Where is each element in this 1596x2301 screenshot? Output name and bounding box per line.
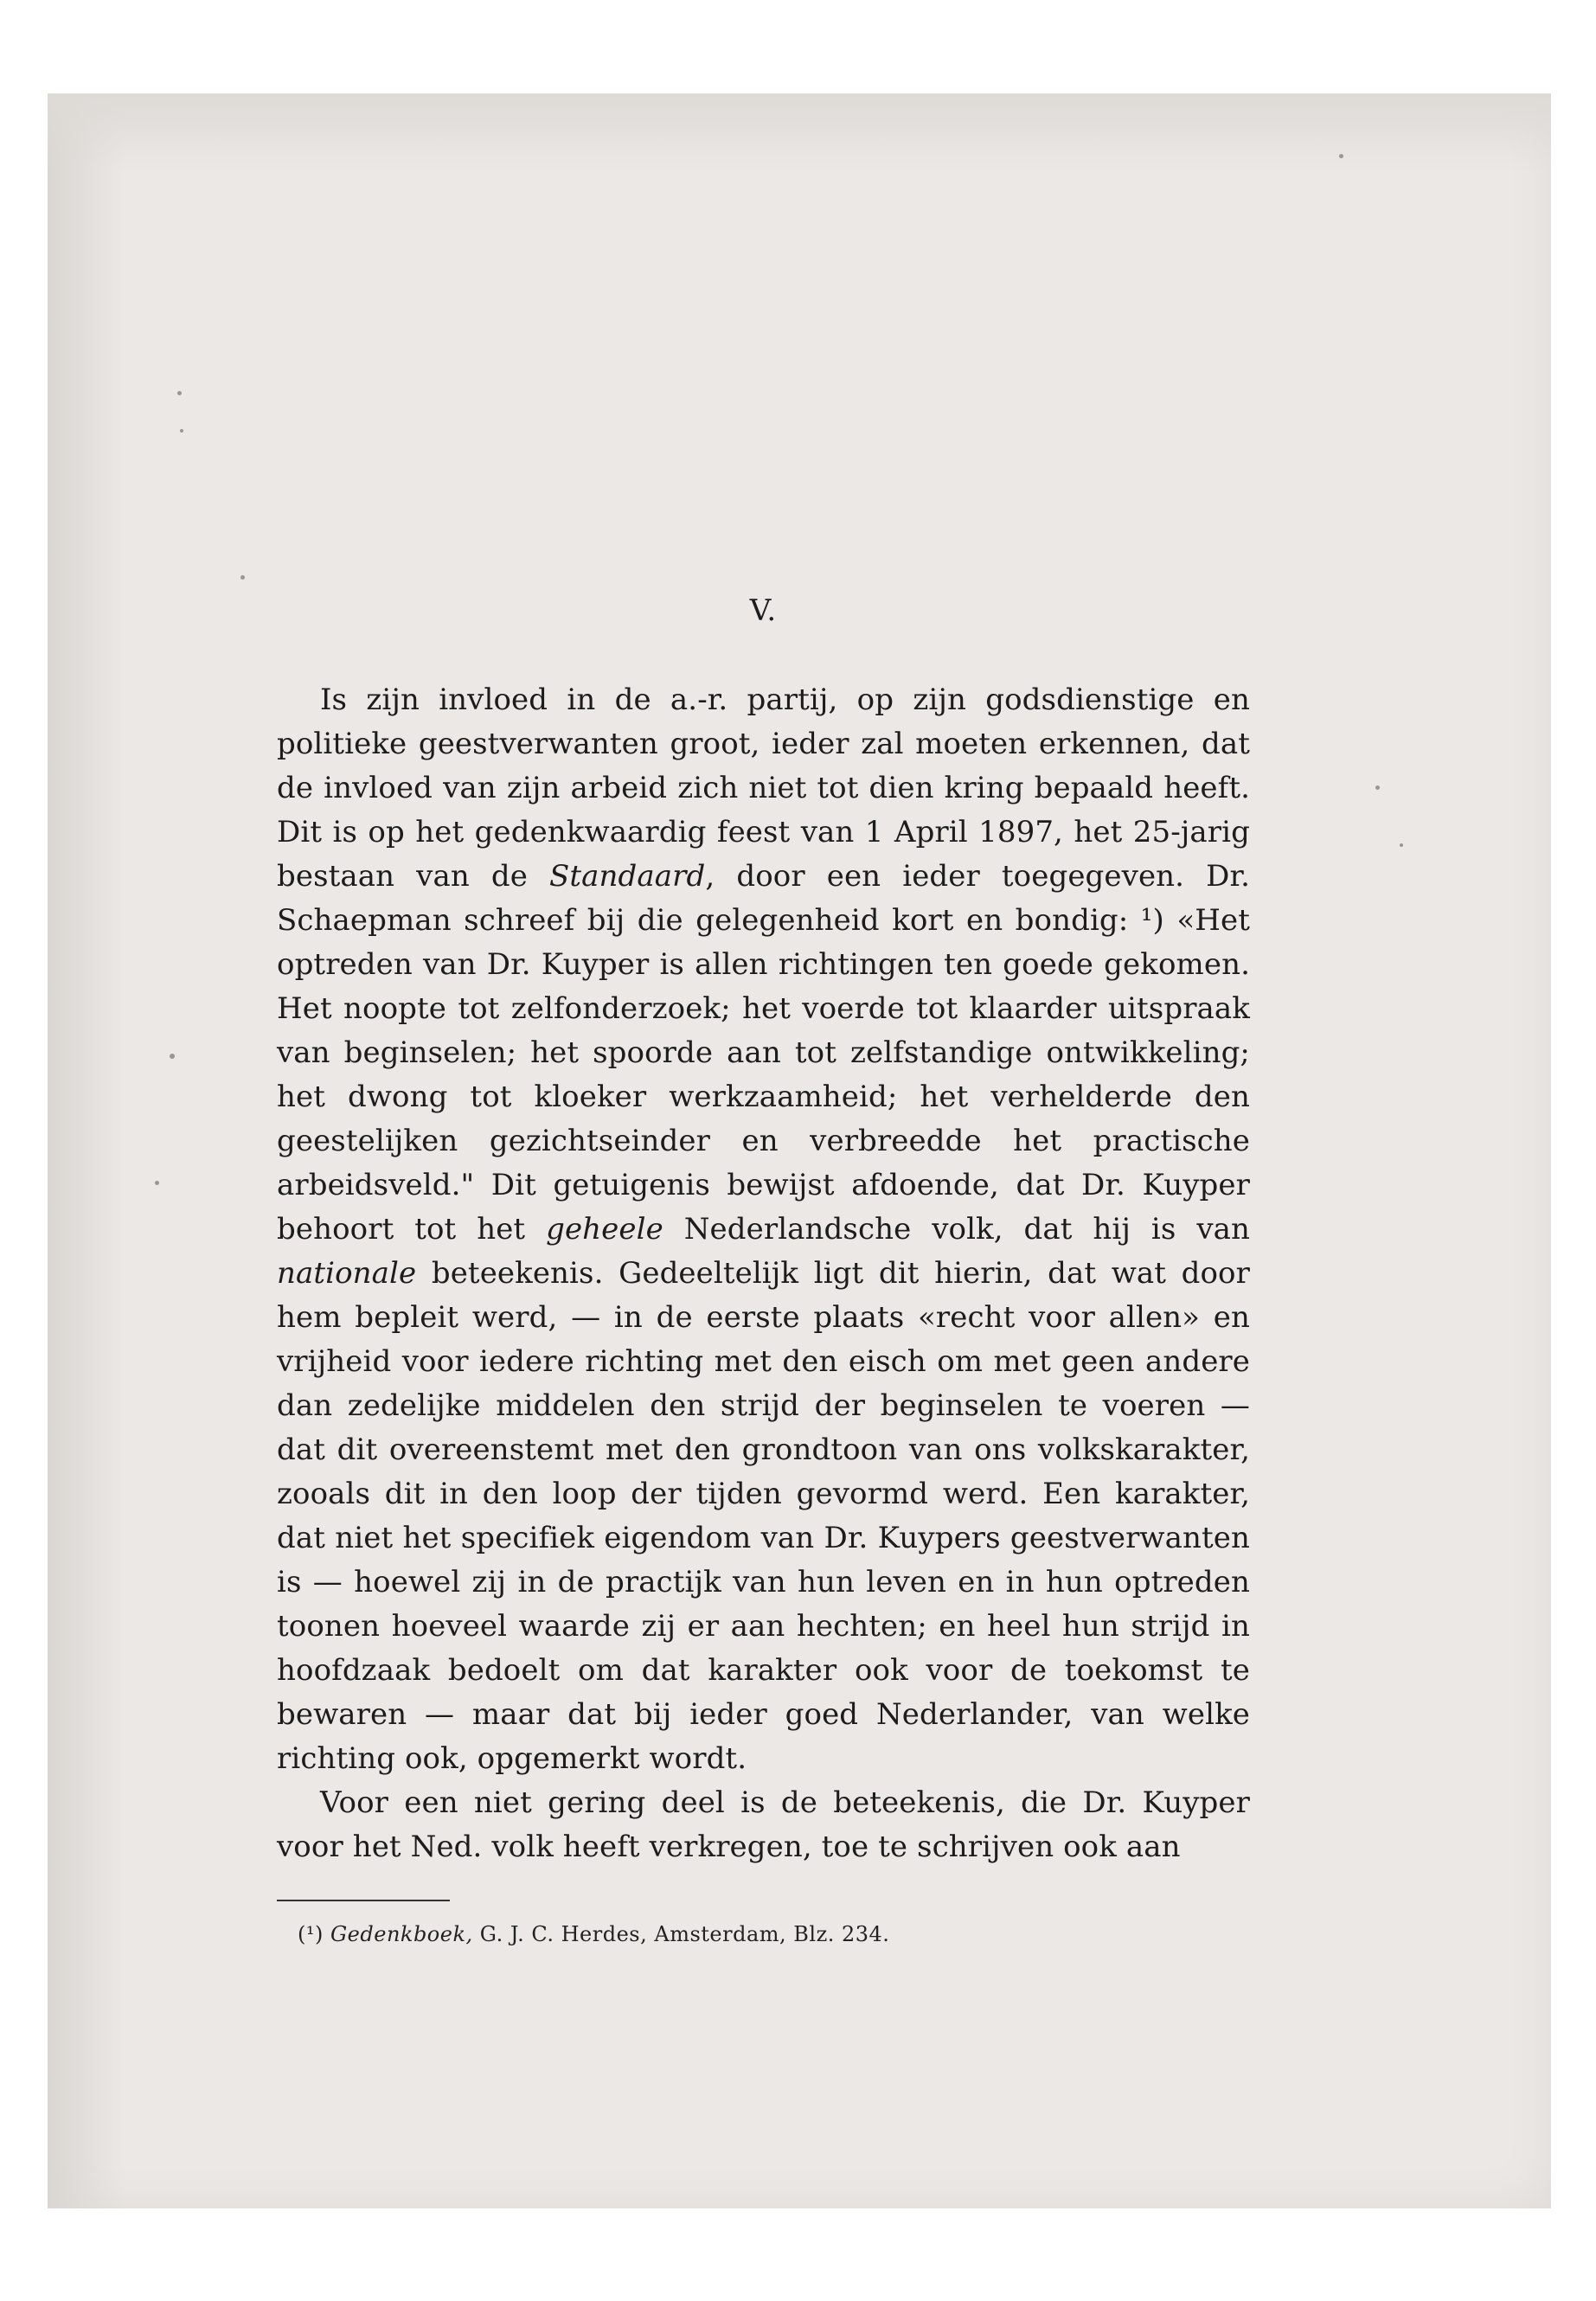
paper-speck <box>240 575 245 580</box>
italic-standaard: Standaard <box>549 859 706 894</box>
paragraph-2: Voor een niet gering deel is de beteekenis, die Dr. Kuyper voor het Ned. volk heeft verkregen, toe te schrijven ook aan <box>277 1785 1250 1864</box>
footnote-reference: G. J. C. Herdes, Amsterdam, Blz. 234. <box>472 1922 890 1946</box>
footnote-marker: (¹) <box>298 1922 324 1946</box>
paper-speck <box>180 429 183 433</box>
body-text <box>277 678 1250 1869</box>
paragraph-1-part-4: beteekenis. Gedeeltelijk ligt dit hierin, dat wat door hem bepleit werd, — in de eerste plaats «recht voor allen» en vrijheid voor iedere richting met den eisch om met geen andere dan zedelijke middelen den strijd der beginselen te voeren — dat dit overeenstemt met den grondtoon van ons volkskarakter, zooals dit in den loop der tijden gevormd werd. Een karakter, dat niet het specifiek eigendom van Dr. Kuypers geestverwanten is — hoewel zij in de practijk van hun leven en in hun optreden toonen hoeveel waarde zij er aan hechten; en heel hun strijd in hoofdzaak bedoelt om dat karakter ook voor de toekomst te bewaren — maar dat bij ieder goed Nederlander, van welke richting ook, opgemerkt wordt. <box>277 1256 1250 1776</box>
paragraph-1-part-2: , door een ieder toegegeven. Dr. Schaepman schreef bij die gelegenheid kort en bondig: ¹) «Het optreden van Dr. Kuyper is allen richtingen ten goede gekomen. Het noopte tot zelfonderzoek; het voerde tot klaarder uitspraak van beginselen; het spoorde aan tot zelfstandige ontwikkeling; het dwong tot kloeker werkzaamheid; het verhelderde den geestelijken gezichtseinder en verbreedde het practische arbeidsveld." Dit getuigenis bewijst afdoende, dat Dr. Kuyper behoort tot het <box>277 859 1250 1247</box>
paper-speck <box>1339 154 1343 158</box>
paper-speck <box>1375 785 1380 790</box>
paper-speck <box>177 391 182 395</box>
section-heading: V. <box>749 593 778 628</box>
paragraph-1-part-3: Nederlandsche volk, dat hij is van <box>663 1212 1251 1247</box>
page-edge-shadow-left <box>48 93 125 2208</box>
page-edge-shadow-top <box>48 93 1551 171</box>
footnote-title: Gedenkboek, <box>330 1922 473 1946</box>
paragraph-1-part-1: Is zijn invloed in de a.-r. partij, op zijn godsdienstige en politieke geestverwanten groot, ieder zal moeten erkennen, dat de invloed van zijn arbeid zich niet tot dien kring bepaald heeft. Dit is op het gedenkwaardig feest van 1 April 1897, het 25-jarig bestaan van de <box>277 683 1250 894</box>
paper-speck <box>170 1054 175 1059</box>
footnote <box>298 1922 889 1946</box>
paper-speck <box>155 1181 159 1185</box>
italic-geheele: geheele <box>546 1212 663 1247</box>
footnote-rule <box>277 1900 450 1901</box>
italic-nationale: nationale <box>277 1256 417 1291</box>
paragraph-1 <box>277 678 1250 1781</box>
paper-speck <box>1400 843 1403 847</box>
